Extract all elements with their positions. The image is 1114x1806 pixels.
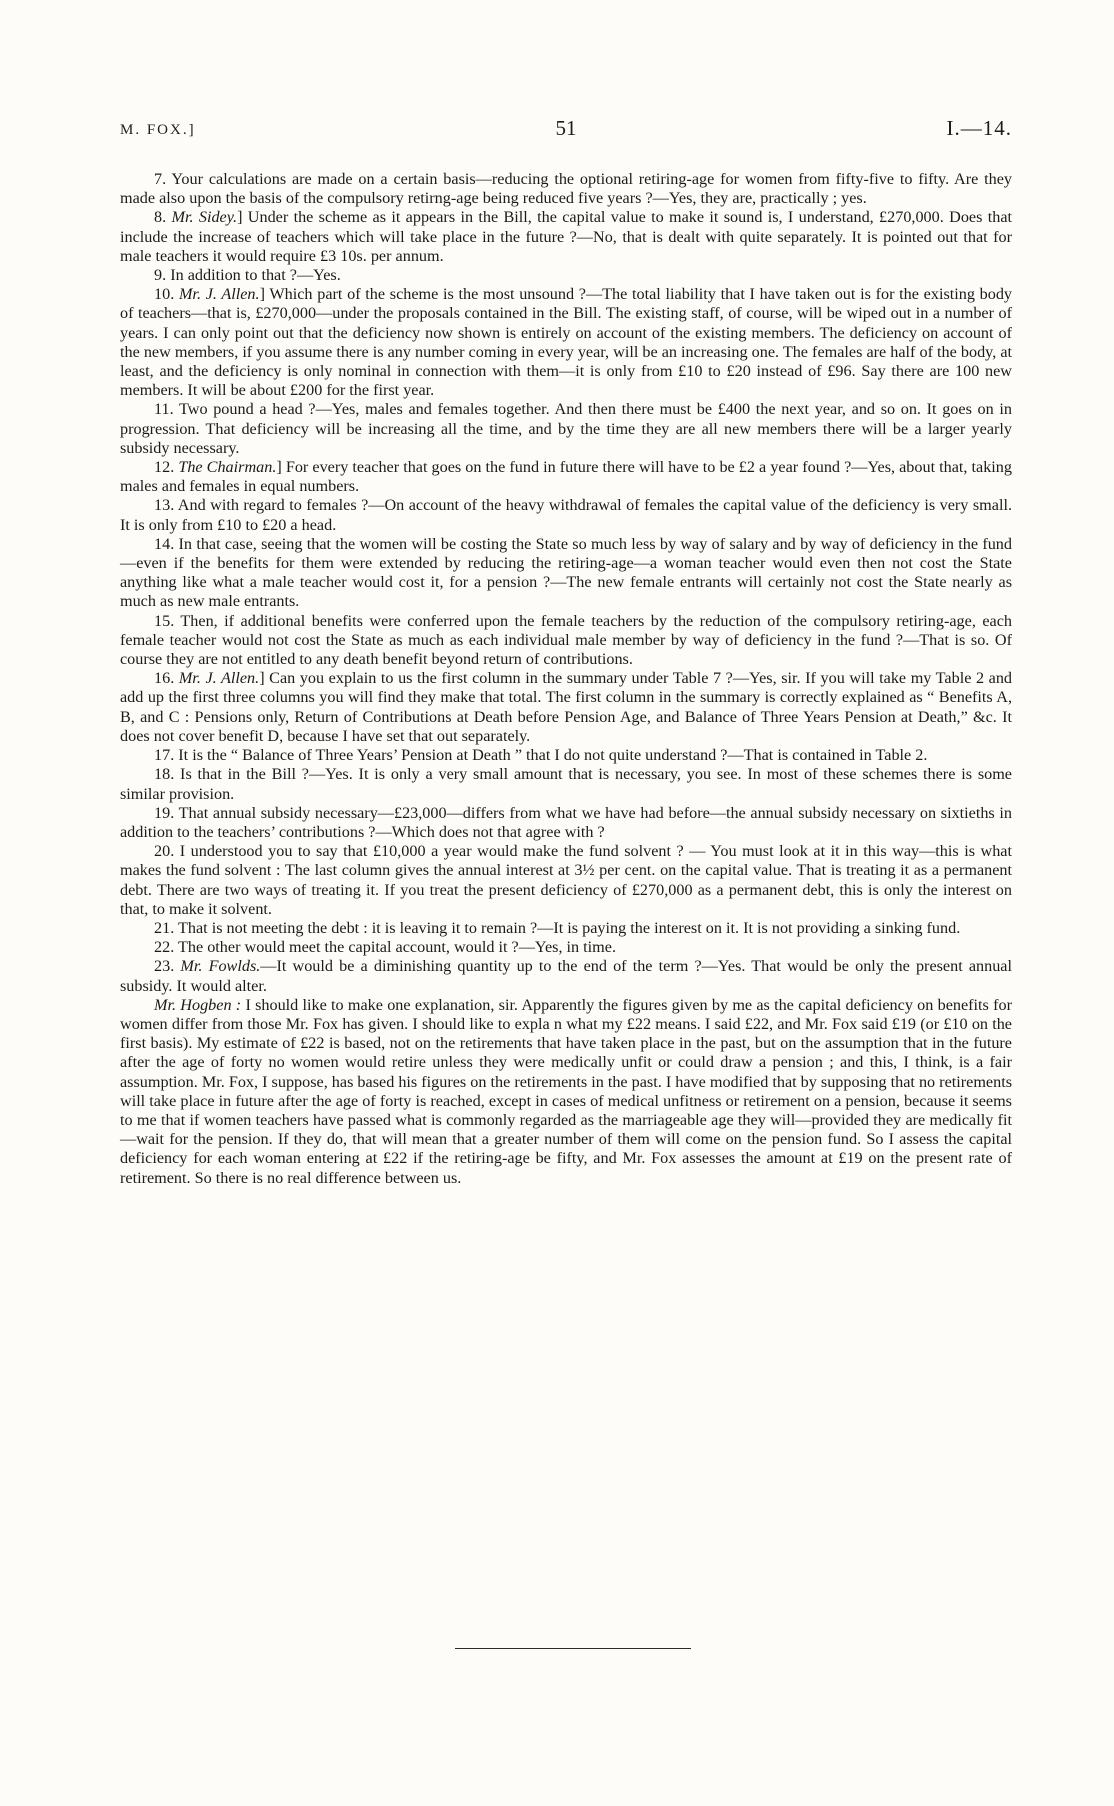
evidence-text [120, 170, 1012, 1188]
end-rule [455, 1648, 691, 1649]
paragraph-22: 22. The other would meet the capital account, would it ?—Yes, in time. [154, 938, 616, 957]
paragraph-20: 20. I understood you to say that £10,000 a year would make the fund solvent ? — You must look at it in this way—this is what makes the fund solvent : The last column gives the annual interest at 3½ per cent. on the capital value. That is treating it as a permanent debt. There are two ways of treating it. If you treat the present deficiency of £270,000 as a permanent debt, this is only the interest on that, to make it solvent. [120, 842, 1012, 918]
paragraph-19: 19. That annual subsidy necessary—£23,000—differs from what we have had before—the annual subsidy necessary on sixtieths in addition to the teachers’ contributions ?—Which does not that agree with ? [120, 803, 1012, 841]
paragraph-23: 23. Mr. Fowlds.—It would be a diminishing quantity up to the end of the term ?—Yes. That would be only the present annual subsidy. It would alter. [120, 957, 1012, 995]
speaker-name: Mr. J. Allen. [178, 285, 260, 304]
speaker-name: The Chairman. [178, 458, 277, 477]
paragraph-10: 10. Mr. J. Allen.] Which part of the scheme is the most unsound ?—The total liability that I have taken out is for the existing body of teachers—that is, £270,000—under the proposals contained in the Bill. The existing staff, of course, will be wiped out in a number of years. I can only point out that the deficiency now shown is entirely on account of the existing members. The deficiency on account of the new members, if you assume there is any number coming in every year, will be an increasing one. The females are half of the body, at least, and the deficiency is only nominal in connection with them—it is only from £10 to £20 instead of £96. Say there are 100 new members. It will be about £200 for the first year. [120, 285, 1013, 400]
speaker-name: Mr. Sidey. [171, 208, 238, 227]
paragraph-16: 16. Mr. J. Allen.] Can you explain to us the first column in the summary under Table 7 ?—Yes, sir. If you will take my Table 2 and add up the first three columns you will find they make that total. The first column in the summary is correctly explained as “ Benefits A, B, and C : Pensions only, Return of Contributions at Death before Pension Age, and Balance of Three Years Pension at Death,” &c. It does not cover benefit D, because I have set that out separately. [120, 669, 1013, 745]
speaker-name: Mr. Fowlds. [180, 957, 261, 976]
paragraph-17: 17. It is the “ Balance of Three Years’ Pension at Death ” that I do not quite understand ?—That is contained in Table 2. [154, 746, 928, 765]
paragraph-hogben-statement: Mr. Hogben : I should like to make one explanation, sir. Apparently the figures given by me as the capital deficiency on benefits for women differ from those Mr. Fox has given. I should like to expla n what my £22 means. I said £22, and Mr. Fox said £19 (or £10 on the first basis). My estimate of £22 is based, not on the retirements that have taken place in the past, but on the assumption that in the future after the age of forty no women would retire unless they were medically unfit or could draw a pension ; and this, I think, is a fair assumption. Mr. Fox, I suppose, has based his figures on the retirements in the past. I have modified that by supposing that no retirements will take place in future after the age of forty is reached, except in cases of medical unfitness or retirement on a pension, because it seems to me that if women teachers have passed what is commonly regarded as the marriageable age they will—provided they are medically fit—wait for the pension. If they do, that will mean that a greater number of them will come on the pension fund. So I assess the capital deficiency for each woman entering at £22 if the retiring-age be fifty, and Mr. Fox assesses the amount at £19 on the present rate of retirement. So there is no real difference between us. [120, 995, 1012, 1187]
page-header [120, 116, 1012, 146]
paragraph-18: 18. Is that in the Bill ?—Yes. It is only a very small amount that is necessary, you see. In most of these schemes there is some similar provision. [120, 765, 1012, 803]
paragraph-14: 14. In that case, seeing that the women will be costing the State so much less by way of salary and by way of deficiency in the fund—even if the benefits for them were extended by reducing the retiring-age—a woman teacher would even then not cost the State anything like what a male teacher would cost it, for a pension ?—The new female entrants will certainly not cost the State nearly as much as new male entrants. [120, 534, 1012, 611]
page-number: 51 [555, 116, 577, 140]
paragraph-8: 8. Mr. Sidey.] Under the scheme as it appears in the Bill, the capital value to make it sound is, I understand, £270,000. Does that include the increase of teachers which will take place in the future ?—No, that is dealt with quite separately. It is pointed out that for male teachers it would require £3 10s. per annum. [120, 208, 1012, 265]
paragraph-15: 15. Then, if additional benefits were conferred upon the female teachers by the reduction of the compulsory retiring-age, each female teacher would not cost the State as much as each individual male member by way of deficiency in the fund ?—That is so. Of course they are not entitled to any death benefit beyond return of contributions. [120, 611, 1012, 669]
paragraph-12: 12. The Chairman.] For every teacher that goes on the fund in future there will have to be £2 a year found ?—Yes, about that, taking males and females in equal numbers. [120, 458, 1012, 496]
paragraph-7: 7. Your calculations are made on a certain basis—reducing the optional retiring-age for women from fifty-five to fifty. Are they made also upon the basis of the compulsory retirng-age being reduced five years ?—Yes, they are, practically ; yes. [120, 170, 1012, 208]
paragraph-11: 11. Two pound a head ?—Yes, males and females together. And then there must be £400 the next year, and so on. It goes on in progression. That deficiency will be increasing all the time, and by the time they are all new members there will be a larger yearly subsidy necessary. [120, 400, 1012, 457]
witness-label: M. FOX.] [120, 122, 196, 138]
speaker-name: Mr. Hogben : [154, 995, 242, 1014]
speaker-name: Mr. J. Allen. [178, 669, 260, 688]
paragraph-13: 13. And with regard to females ?—On account of the heavy withdrawal of females the capital value of the deficiency is very small. It is only from £10 to £20 a head. [120, 496, 1012, 534]
paragraph-9: 9. In addition to that ?—Yes. [154, 266, 341, 285]
document-reference: I.—14. [946, 116, 1012, 140]
paragraph-21: 21. That is not meeting the debt : it is leaving it to remain ?—It is paying the interest on it. It is not providing a sinking fund. [154, 918, 961, 937]
